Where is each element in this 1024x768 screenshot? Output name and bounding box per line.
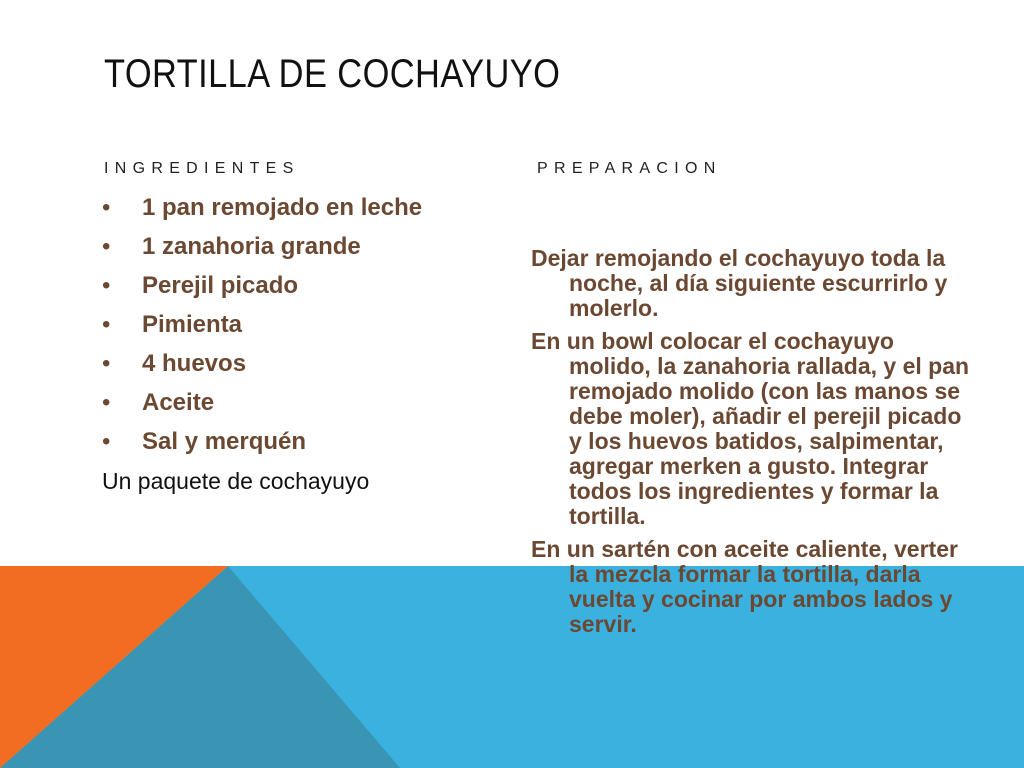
ingredient-item [100, 351, 430, 377]
ingredient-extra: Un paquete de cochayuyo [102, 468, 370, 494]
bullet-icon: • [102, 389, 111, 416]
ingredient-item [100, 273, 430, 299]
ingredient-text: 1 pan remojado en leche [142, 194, 423, 221]
ingredient-item [100, 312, 430, 338]
preparation-steps [531, 246, 976, 645]
ingredients-heading: INGREDIENTES [104, 160, 300, 177]
ingredient-item [100, 234, 430, 260]
bullet-icon: • [102, 272, 111, 299]
ingredient-text: Aceite [142, 389, 215, 416]
ingredient-item [100, 390, 430, 416]
bullet-icon: • [102, 350, 111, 377]
slide-title: TORTILLA DE COCHAYUYO [104, 52, 561, 96]
ingredient-text: 4 huevos [142, 350, 247, 377]
bullet-icon: • [102, 194, 111, 221]
preparation-heading: PREPARACION [537, 160, 722, 177]
bullet-icon: • [102, 428, 111, 455]
preparation-step: Dejar remojando el cochayuyo toda la noche, al día siguiente escurrirlo y molerlo. [531, 245, 948, 321]
bullet-icon: • [102, 311, 111, 338]
bullet-icon: • [102, 233, 111, 260]
ingredient-text: Perejil picado [142, 272, 299, 299]
ingredient-text: Pimienta [142, 311, 243, 338]
ingredient-text: 1 zanahoria grande [142, 233, 361, 260]
ingredient-item [100, 429, 430, 455]
ingredient-text: Sal y merquén [142, 428, 307, 455]
preparation-step: En un sartén con aceite caliente, verter la mezcla formar la tortilla, darla vuelta y cocinar por ambos lados y servir. [531, 536, 958, 637]
ingredient-item [100, 195, 430, 221]
ingredients-list [100, 195, 430, 507]
preparation-step: En un bowl colocar el cochayuyo molido, la zanahoria rallada, y el pan remojado molido (con las manos se debe moler), añadir el perejil picado y los huevos batidos, salpimentar, agregar merken a gusto. Integrar todos los ingredientes y formar la tortilla. [531, 328, 970, 529]
